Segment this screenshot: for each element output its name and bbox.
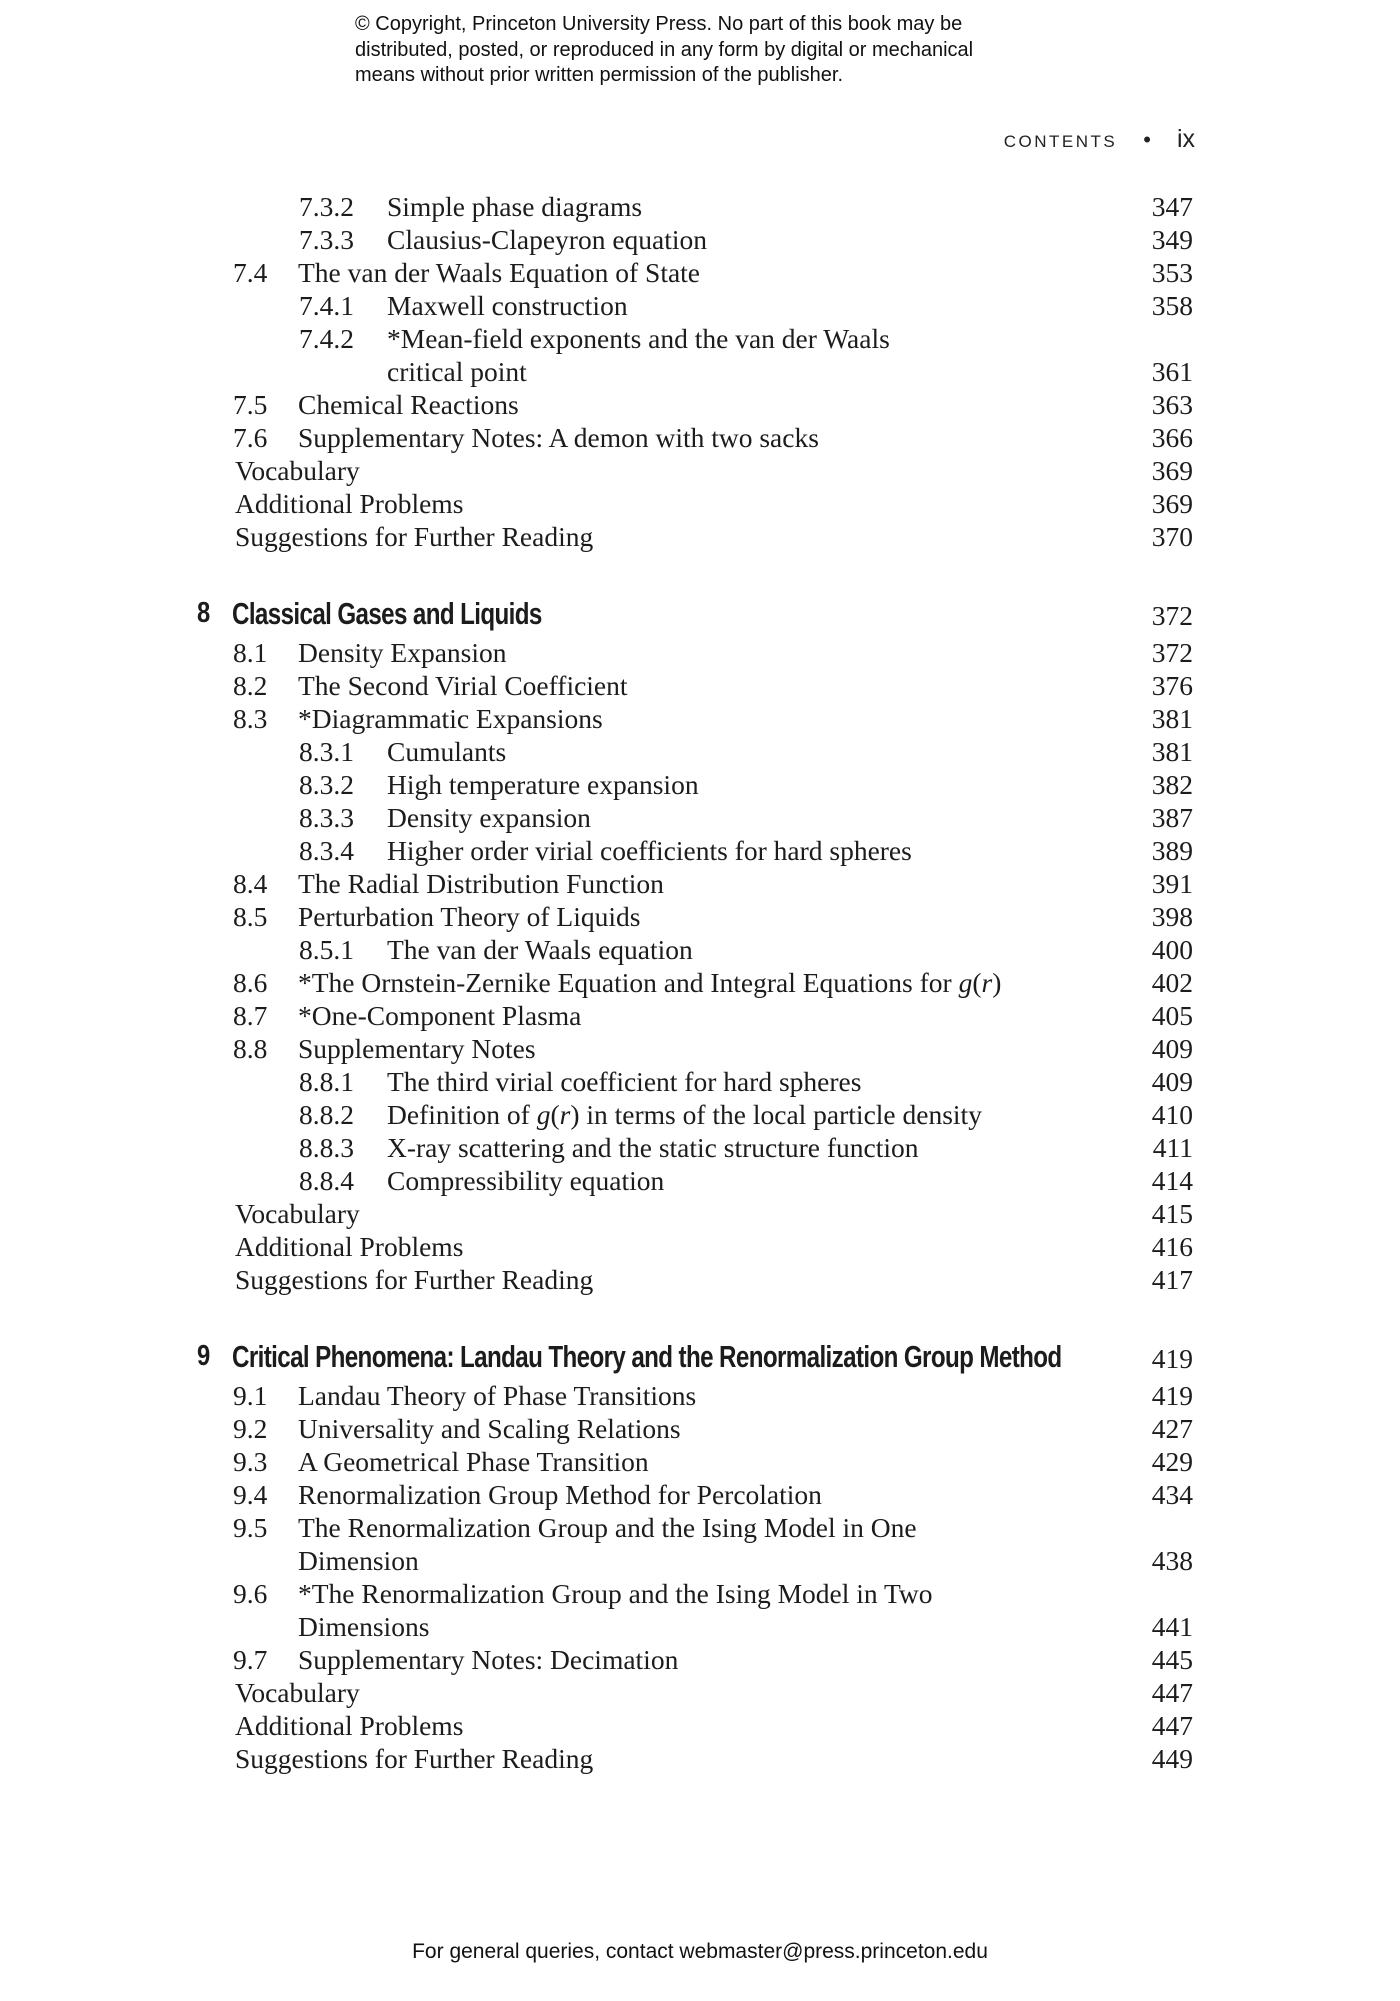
copyright-line-2: distributed, posted, or reproduced in any form by digital or mechanical <box>355 38 974 61</box>
entry-page: 358 <box>1151 290 1193 321</box>
toc-entry-continuation <box>0 1544 1400 1577</box>
copyright-notice <box>355 12 1115 89</box>
toc-entry <box>0 966 1400 999</box>
entry-number: 7.4 <box>233 257 268 288</box>
chapter-title: Critical Phenomena: Landau Theory and the Renormalization Group Method <box>232 1339 1062 1374</box>
entry-title: Vocabulary <box>235 455 360 486</box>
entry-title: Suggestions for Further Reading <box>235 1743 594 1774</box>
running-head-label: CONTENTS <box>1003 132 1118 151</box>
entry-page: 391 <box>1151 868 1193 899</box>
toc-entry <box>0 520 1400 553</box>
entry-title: Renormalization Group Method for Percolation <box>298 1479 822 1510</box>
entry-title: Suggestions for Further Reading <box>235 1264 594 1295</box>
entry-page: 447 <box>1151 1710 1193 1741</box>
toc-entry <box>0 1478 1400 1511</box>
chapter-heading <box>0 595 1400 635</box>
toc-entry <box>0 702 1400 735</box>
entry-number: 8.3.3 <box>299 802 354 833</box>
entry-title: Compressibility equation <box>387 1165 665 1196</box>
entry-number: 8.3.1 <box>299 736 354 767</box>
entry-page: 398 <box>1151 901 1193 932</box>
entry-number: 9.1 <box>233 1380 268 1411</box>
toc-entry <box>0 735 1400 768</box>
entry-title: The van der Waals Equation of State <box>298 257 701 288</box>
entry-title: Simple phase diagrams <box>387 191 643 222</box>
entry-title: X-ray scattering and the static structure function <box>387 1132 919 1163</box>
chapter-page: 419 <box>1151 1343 1193 1374</box>
toc-entry <box>0 1379 1400 1412</box>
entry-number: 7.3.2 <box>299 191 354 222</box>
paren: ) <box>992 967 1002 998</box>
entry-page: 411 <box>1152 1132 1193 1163</box>
toc-entry <box>0 1230 1400 1263</box>
chapter-number: 8 <box>197 597 210 629</box>
toc-entry <box>0 867 1400 900</box>
entry-number: 7.6 <box>233 422 268 453</box>
entry-page: 369 <box>1151 455 1193 486</box>
entry-number: 9.2 <box>233 1413 268 1444</box>
chapter-page: 372 <box>1151 600 1193 631</box>
entry-number: 8.3.2 <box>299 769 354 800</box>
chapter-number: 9 <box>197 1340 210 1372</box>
entry-page: 419 <box>1151 1380 1193 1411</box>
entry-page: 370 <box>1151 521 1193 552</box>
entry-title: Chemical Reactions <box>298 389 519 420</box>
entry-number: 9.4 <box>233 1479 268 1510</box>
entry-title: Maxwell construction <box>387 290 628 321</box>
entry-number: 8.8.1 <box>299 1066 354 1097</box>
entry-page: 447 <box>1151 1677 1193 1708</box>
entry-number: 8.5 <box>233 901 268 932</box>
toc-entry <box>0 999 1400 1032</box>
entry-page: 372 <box>1151 637 1193 668</box>
entry-title: The Renormalization Group and the Ising Model in One <box>298 1512 917 1543</box>
entry-title: Density Expansion <box>298 637 507 668</box>
toc-entry <box>0 1445 1400 1478</box>
entry-title: Higher order virial coefficients for hard spheres <box>387 835 912 866</box>
entry-title: Dimensions <box>298 1611 430 1642</box>
toc-entry <box>0 190 1400 223</box>
toc-entry <box>0 289 1400 322</box>
toc-entry <box>0 421 1400 454</box>
entry-title: Suggestions for Further Reading <box>235 521 594 552</box>
entry-page: 363 <box>1151 389 1193 420</box>
toc-entry <box>0 1032 1400 1065</box>
toc-entry <box>0 1197 1400 1230</box>
entry-number: 8.2 <box>233 670 268 701</box>
toc-entry <box>0 801 1400 834</box>
entry-title: Supplementary Notes: A demon with two sacks <box>298 422 819 453</box>
entry-page: 361 <box>1151 356 1193 387</box>
entry-number: 8.8.3 <box>299 1132 354 1163</box>
entry-page: 441 <box>1151 1611 1193 1642</box>
paren: ( <box>972 967 982 998</box>
entry-page: 402 <box>1151 967 1193 998</box>
entry-number: 8.7 <box>233 1000 268 1031</box>
entry-number: 7.3.3 <box>299 224 354 255</box>
entry-title: Cumulants <box>387 736 507 767</box>
entry-number: 8.8 <box>233 1033 268 1064</box>
entry-title: The third virial coefficient for hard spheres <box>387 1066 862 1097</box>
entry-page: 347 <box>1151 191 1193 222</box>
toc-entry <box>0 1164 1400 1197</box>
entry-number: 8.8.2 <box>299 1099 354 1130</box>
entry-title: Vocabulary <box>235 1677 360 1708</box>
entry-number: 8.8.4 <box>299 1165 354 1196</box>
entry-title: Supplementary Notes: Decimation <box>298 1644 679 1675</box>
toc-entry <box>0 900 1400 933</box>
entry-page: 414 <box>1151 1165 1193 1196</box>
paren: ( <box>550 1099 560 1130</box>
entry-page: 417 <box>1151 1264 1193 1295</box>
entry-number: 8.3.4 <box>299 835 354 866</box>
entry-title: Additional Problems <box>235 1231 464 1262</box>
entry-page: 353 <box>1151 257 1193 288</box>
entry-title: High temperature expansion <box>387 769 699 800</box>
entry-page: 387 <box>1151 802 1193 833</box>
page-number: ix <box>1176 125 1195 153</box>
entry-title: *Mean-field exponents and the van der Waals <box>387 323 890 354</box>
entry-number: 9.6 <box>233 1578 268 1609</box>
chapter-heading <box>0 1338 1400 1378</box>
toc-entry <box>0 487 1400 520</box>
entry-page: 409 <box>1151 1066 1193 1097</box>
entry-number: 9.3 <box>233 1446 268 1477</box>
entry-title: Additional Problems <box>235 1710 464 1741</box>
entry-title: *One-Component Plasma <box>298 1000 582 1031</box>
copyright-line-3: means without prior written permission of the publisher. <box>355 64 844 86</box>
entry-title: Clausius-Clapeyron equation <box>387 224 708 255</box>
toc-entry <box>0 768 1400 801</box>
toc-entry-continuation <box>0 355 1400 388</box>
entry-title: Vocabulary <box>235 1198 360 1229</box>
entry-number: 9.5 <box>233 1512 268 1543</box>
entry-page: 416 <box>1151 1231 1193 1262</box>
toc-entry <box>0 1511 1400 1544</box>
entry-page: 389 <box>1151 835 1193 866</box>
entry-page: 415 <box>1151 1198 1193 1229</box>
entry-page: 434 <box>1151 1479 1193 1510</box>
toc-entry <box>0 322 1400 355</box>
chapter-title: Classical Gases and Liquids <box>232 596 542 631</box>
entry-page: 410 <box>1151 1099 1193 1130</box>
entry-title: Landau Theory of Phase Transitions <box>298 1380 697 1411</box>
entry-title: Dimension <box>298 1545 419 1576</box>
entry-number: 8.1 <box>233 637 268 668</box>
toc-entry <box>0 256 1400 289</box>
toc-entry <box>0 1065 1400 1098</box>
title-text: *The Ornstein-Zernike Equation and Integral Equations for <box>298 967 959 998</box>
math-symbol: r <box>981 967 993 998</box>
title-text: in terms of the local particle density <box>579 1099 982 1130</box>
toc-entry <box>0 388 1400 421</box>
entry-number: 9.7 <box>233 1644 268 1675</box>
toc-entry <box>0 636 1400 669</box>
toc-entry <box>0 1131 1400 1164</box>
entry-page: 438 <box>1151 1545 1193 1576</box>
entry-title: The van der Waals equation <box>387 934 693 965</box>
entry-page: 405 <box>1151 1000 1193 1031</box>
entry-page: 349 <box>1151 224 1193 255</box>
toc-entry <box>0 1098 1400 1131</box>
entry-number: 7.4.2 <box>299 323 354 354</box>
toc-entry <box>0 1643 1400 1676</box>
entry-title: Universality and Scaling Relations <box>298 1413 681 1444</box>
math-symbol: r <box>559 1099 571 1130</box>
entry-title: Additional Problems <box>235 488 464 519</box>
toc-entry <box>0 1676 1400 1709</box>
entry-title: Density expansion <box>387 802 591 833</box>
toc-entry <box>0 1263 1400 1296</box>
toc-entry <box>0 223 1400 256</box>
entry-page: 400 <box>1151 934 1193 965</box>
entry-page: 369 <box>1151 488 1193 519</box>
entry-title: The Radial Distribution Function <box>298 868 664 899</box>
copyright-line-1: © Copyright, Princeton University Press. No part of this book may be <box>355 13 963 35</box>
math-symbol: g <box>958 967 973 998</box>
toc-entry <box>0 1412 1400 1445</box>
toc-entry <box>0 834 1400 867</box>
toc-entry <box>0 669 1400 702</box>
entry-page: 382 <box>1151 769 1193 800</box>
entry-page: 376 <box>1151 670 1193 701</box>
entry-page: 409 <box>1151 1033 1193 1064</box>
entry-page: 366 <box>1151 422 1193 453</box>
entry-title: A Geometrical Phase Transition <box>298 1446 649 1477</box>
entry-title: The Second Virial Coefficient <box>298 670 628 701</box>
entry-title <box>298 966 1001 999</box>
entry-title: Supplementary Notes <box>298 1033 536 1064</box>
toc-entry-continuation <box>0 1610 1400 1643</box>
entry-title: *The Renormalization Group and the Ising Model in Two <box>298 1578 933 1609</box>
math-symbol: g <box>536 1099 551 1130</box>
running-head <box>1004 125 1195 154</box>
toc-entry <box>0 933 1400 966</box>
entry-number: 7.5 <box>233 389 268 420</box>
entry-number: 8.6 <box>233 967 268 998</box>
toc-entry <box>0 1577 1400 1610</box>
entry-title: *Diagrammatic Expansions <box>298 703 603 734</box>
entry-number: 8.4 <box>233 868 268 899</box>
entry-page: 427 <box>1151 1413 1193 1444</box>
entry-number: 8.5.1 <box>299 934 354 965</box>
toc-entry <box>0 1742 1400 1775</box>
entry-title <box>387 1098 982 1131</box>
entry-page: 449 <box>1151 1743 1193 1774</box>
entry-page: 445 <box>1151 1644 1193 1675</box>
title-text: Definition of <box>387 1099 537 1130</box>
entry-number: 8.3 <box>233 703 268 734</box>
toc-entry <box>0 454 1400 487</box>
toc-entry <box>0 1709 1400 1742</box>
entry-title: critical point <box>387 356 527 387</box>
entry-page: 381 <box>1151 736 1193 767</box>
entry-page: 429 <box>1151 1446 1193 1477</box>
entry-page: 381 <box>1151 703 1193 734</box>
entry-title: Perturbation Theory of Liquids <box>298 901 641 932</box>
bullet-icon: • <box>1143 127 1151 152</box>
paren: ) <box>570 1099 580 1130</box>
footer-contact: For general queries, contact webmaster@press.princeton.edu <box>412 1940 988 1963</box>
entry-number: 7.4.1 <box>299 290 354 321</box>
